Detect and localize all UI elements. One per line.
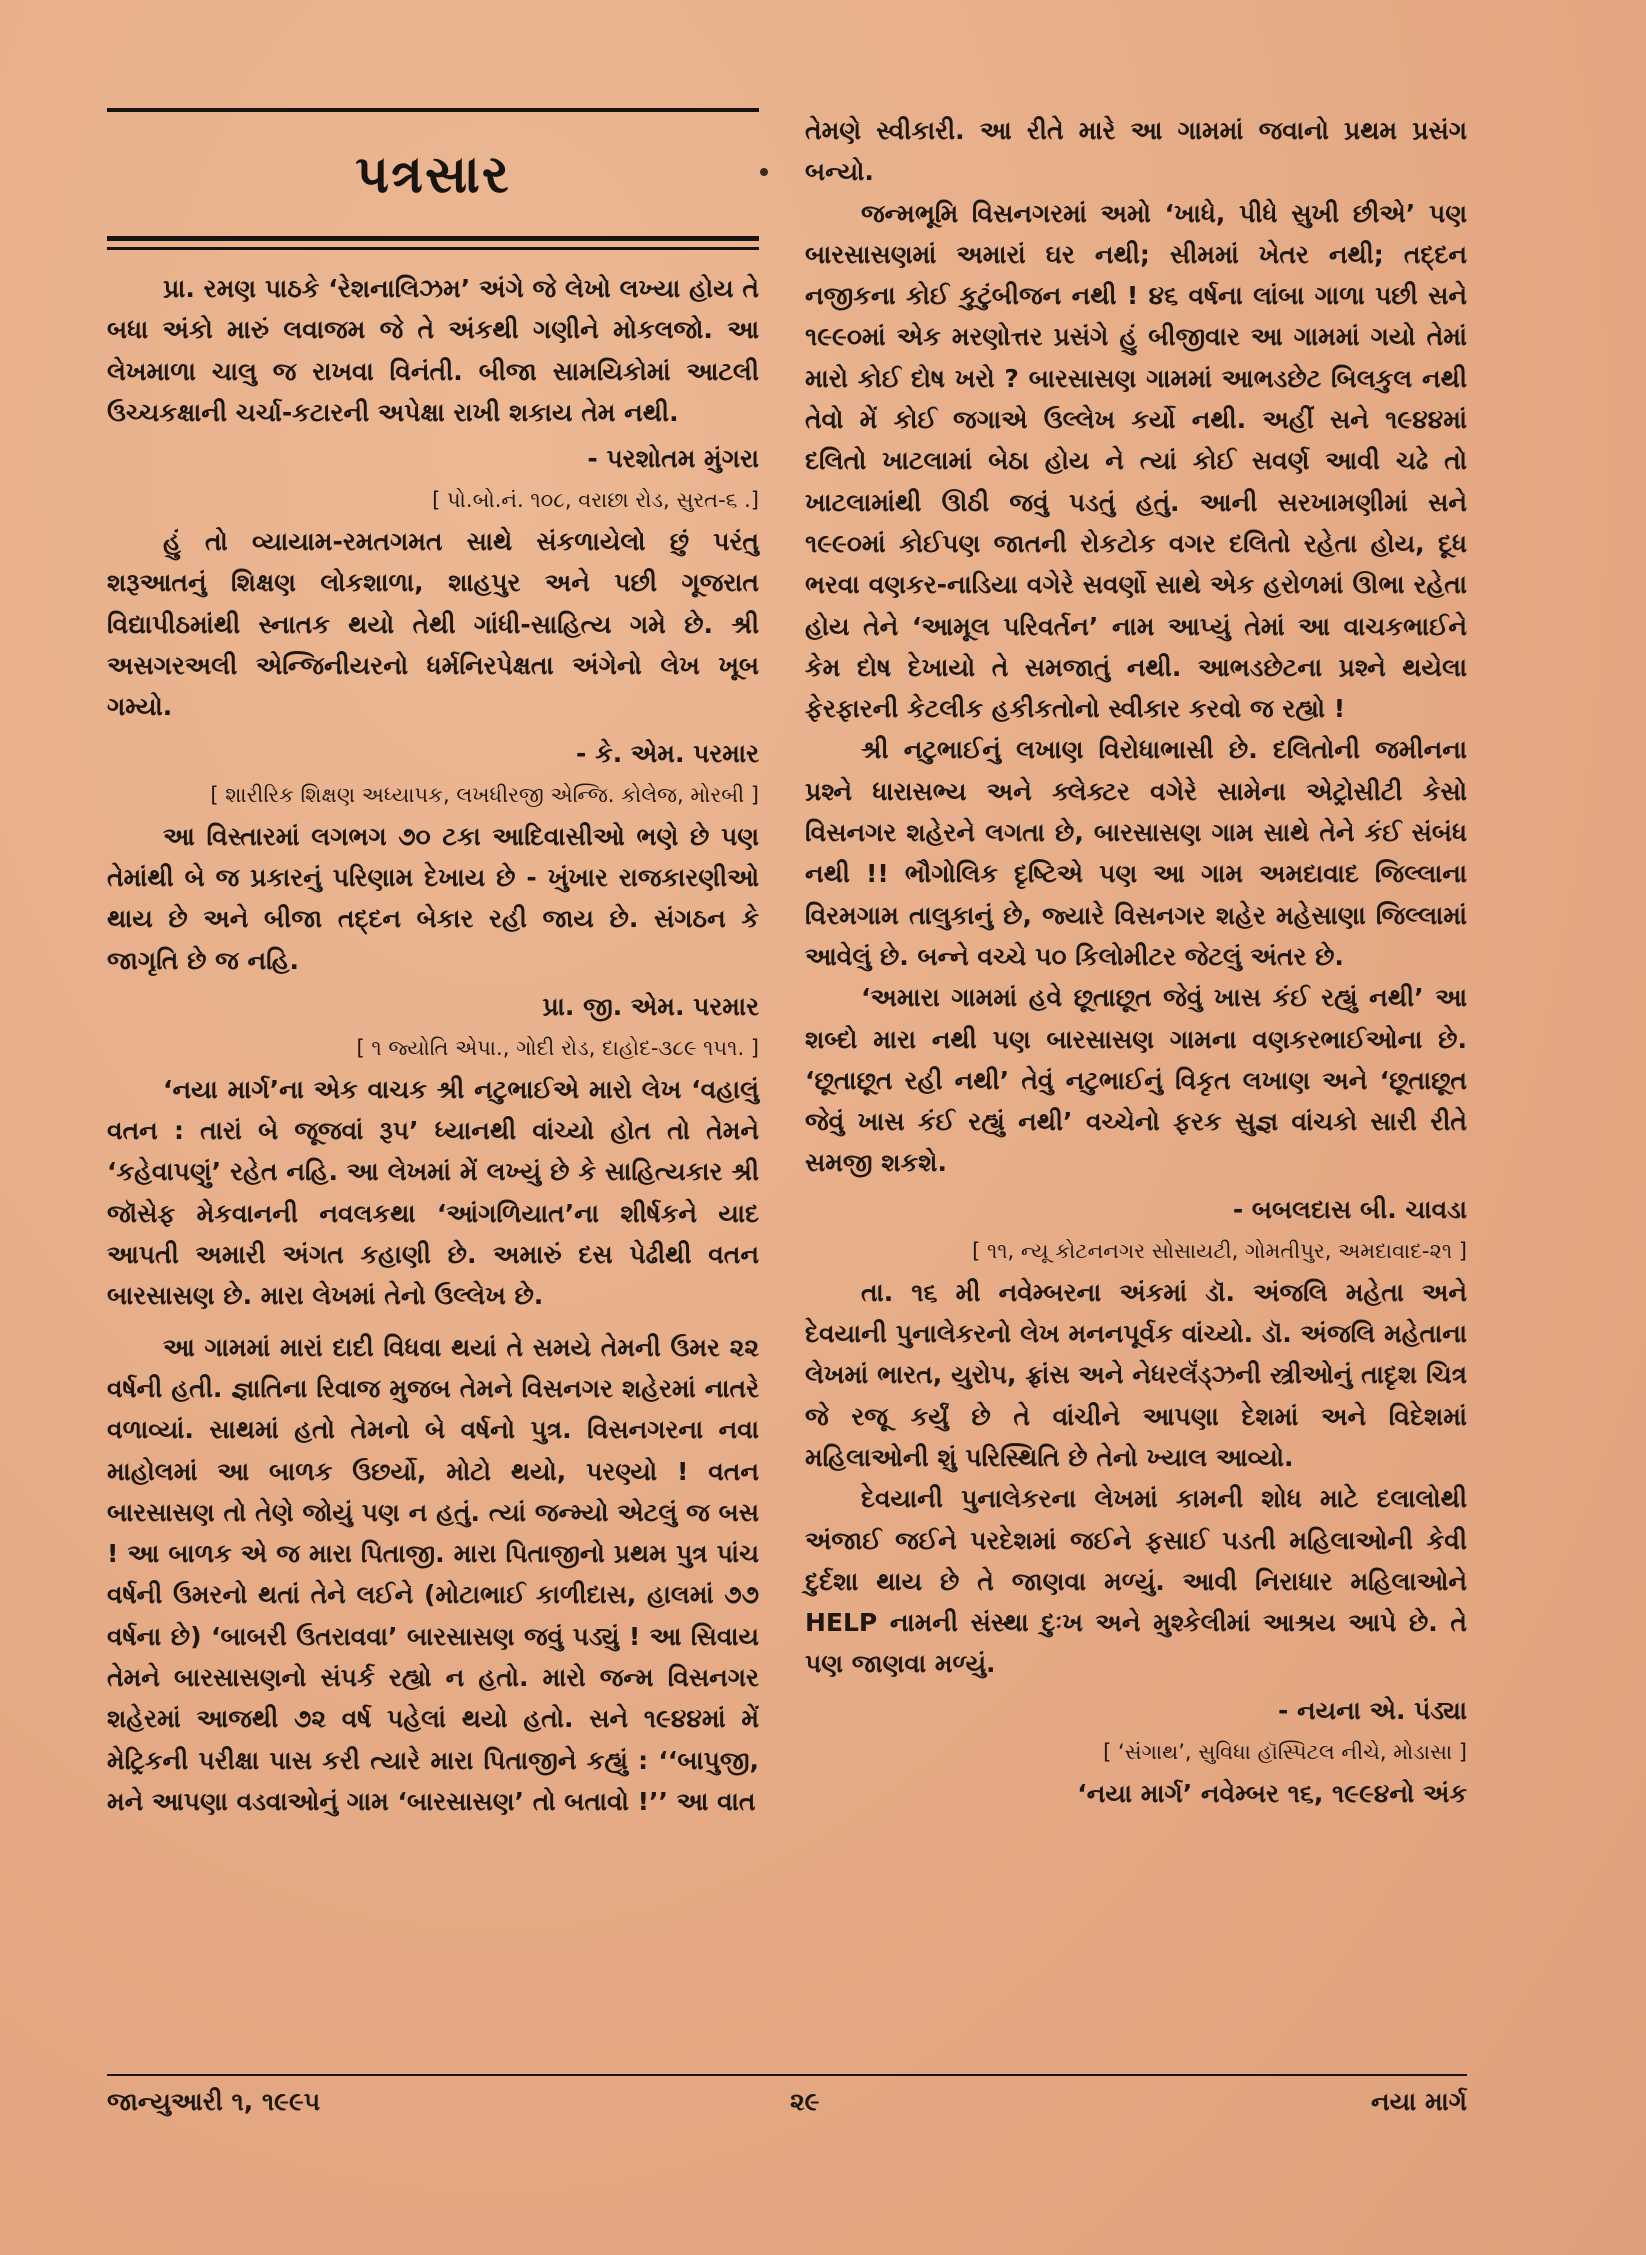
- letter-4-start: [107, 1069, 759, 1822]
- letter-4-paragraph-1: ‘નયા માર્ગ’ના એક વાચક શ્રી નટુભાઈએ મારો લેખ ‘વહાલું વતન : તારાં બે જૂજવાં રૂપ’ ધ્યાનથી વાંચ્યો હોત તો તેમને ‘કહેવાપણું’ રહેત નહિ. આ લેખમાં મેં લખ્યું છે કે સાહિત્યકાર શ્રી જૉસેફ મેકવાનની નવલકથા ‘આંગળિયાત’ના શીર્ષકને યાદ આપતી અમારી અંગત કહાણી છે. અમારું દસ પેઢીથી વતન બારસાસણ છે. મારા લેખમાં તેનો ઉલ્લેખ છે.: [107, 1074, 759, 1311]
- right-column: [805, 110, 1467, 1814]
- left-column: [107, 268, 759, 1822]
- letter-5-note: ‘નયા માર્ગ’ નવેમ્બર ૧૬, ૧૯૯૪નો અંક: [1077, 1778, 1467, 1808]
- letter-1-author: - પરશોતમ મુંગરા: [587, 444, 759, 474]
- letter-5-paragraph-2: દેવયાની પુનાલેકરના લેખમાં કામની શોધ માટે દલાલોથી અંજાઈ જઈને પરદેશમાં જઈને ફસાઈ પડતી મહિલાઓની કેવી દુર્દશા થાય છે તે જાણવા મળ્યું. આવી નિરાધાર મહિલાઓને HELP નામની સંસ્થા દુઃખ અને મુશ્કેલીમાં આશ્રય આપે છે. તે પણ જાણવા મળ્યું.: [805, 1484, 1467, 1679]
- letter-1: [107, 268, 759, 519]
- letter-3-paragraph: આ વિસ્તારમાં લગભગ ૭૦ ટકા આદિવાસીઓ ભણે છે પણ તેમાંથી બે જ પ્રકારનું પરિણામ દેખાય છે - ખુંખાર રાજકારણીઓ થાય છે અને બીજા તદ્દન બેકાર રહી જાય છે. સંગઠન કે જાગૃતિ છે જ નહિ.: [107, 821, 759, 975]
- heading-top-rule: [107, 108, 759, 112]
- letter-4-continuation: તેમણે સ્વીકારી. આ રીતે મારે આ ગામમાં જવાનો પ્રથમ પ્રસંગ બન્યો.: [805, 116, 1467, 187]
- letter-4-paragraph-3: જન્મભૂમિ વિસનગરમાં અમો ‘ખાધે, પીધે સુખી છીએ’ પણ બારસાસણમાં અમારાં ઘર નથી; સીમમાં ખેતર નથી; તદ્દન નજીકના કોઈ કુટુંબીજન નથી ! ૪૬ વર્ષના લાંબા ગાળા પછી સને ૧૯૯૦માં એક મરણોત્તર પ્રસંગે હું બીજીવાર આ ગામમાં ગયો તેમાં મારો કોઈ દોષ ખરો ? બારસાસણ ગામમાં આભડછેટ બિલકુલ નથી તેવો મેં કોઈ જગાએ ઉલ્લેખ કર્યો નથી. અહીં સને ૧૯૪૪માં દલિતો ખાટલામાં બેઠા હોય ને ત્યાં કોઈ સવર્ણ આવી ચઢે તો ખાટલામાંથી ઊઠી જવું પડતું હતું. આની સરખામણીમાં સને ૧૯૯૦માં કોઈપણ જાતની રોકટોક વગર દલિતો રહેતા હોય, દૂધ ભરવા વણકર-નાડિયા વગેરે સવર્ણો સાથે એક હરોળમાં ઊભા રહેતા હોય તેને ‘આમૂલ પરિવર્તન’ નામ આપ્યું તેમાં આ વાચકભાઈને કેમ દોષ દેખાયો તે સમજાતું નથી. આભડછેટના પ્રશ્ને થયેલા ફેરફારની કેટલીક હકીકતોનો સ્વીકાર કરવો જ રહ્યો !: [805, 198, 1467, 724]
- letter-5-paragraph-1: તા. ૧૬ મી નવેમ્બરના અંકમાં ડૉ. અંજલિ મહેતા અને દેવયાની પુનાલેકરનો લેખ મનનપૂર્વક વાંચ્યો. ડૉ. અંજલિ મહેતાના લેખમાં ભારત, યુરોપ, ફ્રાંસ અને નેધરલૅંડ્ઝની સ્ત્રીઓનું તાદૃશ ચિત્ર જે રજૂ કર્યું છે તે વાંચીને આપણા દેશમાં અને વિદેશમાં મહિલાઓની શું પરિસ્થિતિ છે તેનો ખ્યાલ આવ્યો.: [805, 1277, 1467, 1472]
- heading-rule-thick: [107, 236, 759, 241]
- letter-4-paragraph-2: આ ગામમાં મારાં દાદી વિધવા થયાં તે સમયે તેમની ઉમર ૨૨ વર્ષની હતી. જ્ઞાતિના રિવાજ મુજબ તેમને વિસનગર શહેરમાં નાતરે વળાવ્યાં. સાથમાં હતો તેમનો બે વર્ષનો પુત્ર. વિસનગરના નવા માહોલમાં આ બાળક ઉછર્યો, મોટો થયો, પરણ્યો ! વતન બારસાસણ તો તેણે જોયું પણ ન હતું. ત્યાં જન્મ્યો એટલું જ બસ ! આ બાળક એ જ મારા પિતાજી. મારા પિતાજીનો પ્રથમ પુત્ર પાંચ વર્ષની ઉમરનો થતાં તેને લઈને (મોટાભાઈ કાળીદાસ, હાલમાં ૭૭ વર્ષના છે) ‘બાબરી ઉતરાવવા’ બારસાસણ જવું પડ્યું ! આ સિવાય તેમને બારસાસણનો સંપર્ક રહ્યો ન હતો. મારો જન્મ વિસનગર શહેરમાં આજથી ૭૨ વર્ષ પહેલાં થયો હતો. સને ૧૯૪૪માં મેં મેટ્રિકની પરીક્ષા પાસ કરી ત્યારે મારા પિતાજીને કહ્યું : ‘‘બાપુજી, મને આપણા વડવાઓનું ગામ ‘બારસાસણ’ તો બતાવો !’’ આ વાત: [107, 1332, 759, 1816]
- letter-3: [107, 816, 759, 1067]
- ink-dot: [760, 168, 768, 176]
- letter-2-address: [ શારીરિક શિક્ષણ અધ્યાપક, લખધીરજી એન્જિ. કોલેજ, મોરબી ]: [210, 782, 759, 807]
- letter-4-author: - બબલદાસ બી. ચાવડા: [1232, 1194, 1467, 1224]
- letter-2-author: - કે. એમ. પરમાર: [575, 738, 759, 768]
- footer-rule: [107, 2074, 1467, 2076]
- letter-1-paragraph: પ્રા. રમણ પાઠકે ‘રેશનાલિઝમ’ અંગે જે લેખો લખ્યા હોય તે બધા અંકો મારું લવાજમ જે તે અંકથી ગણીને મોકલજો. આ લેખમાળા ચાલુ જ રાખવા વિનંતી. બીજા સામયિકોમાં આટલી ઉચ્ચકક્ષાની ચર્ચા-કટારની અપેક્ષા રાખી શકાય તેમ નથી.: [107, 274, 759, 427]
- letter-5-address: [ ‘સંગાથ’, સુવિધા હૉસ્પિટલ નીચે, મોડાસા ]: [1103, 1739, 1467, 1764]
- heading-rule-thin: [107, 247, 759, 250]
- magazine-name: નયા માર્ગ: [1371, 2087, 1467, 2116]
- letter-4-paragraph-4: શ્રી નટુભાઈનું લખાણ વિરોધાભાસી છે. દલિતોની જમીનના પ્રશ્ને ધારાસભ્ય અને ક્લેક્ટર વગેરે સામેના એટ્રોસીટી કેસો વિસનગર શહેરને લગતા છે, બારસાસણ ગામ સાથે તેને કંઈ સંબંધ નથી !! ભૌગોલિક દૃષ્ટિએ પણ આ ગામ અમદાવાદ જિલ્લાના વિરમગામ તાલુકાનું છે, જ્યારે વિસનગર શહેર મહેસાણા જિલ્લામાં આવેલું છે. બન્ને વચ્ચે ૫૦ કિલોમીટર જેટલું અંતર છે.: [805, 735, 1467, 971]
- letter-3-author: પ્રા. જી. એમ. પરમાર: [542, 991, 759, 1021]
- letter-2: [107, 521, 759, 813]
- letter-2-paragraph: હું તો વ્યાયામ-રમતગમત સાથે સંકળાયેલો છું પરંતુ શરૂઆતનું શિક્ષણ લોકશાળા, શાહપુર અને પછી ગૂજરાત વિદ્યાપીઠમાંથી સ્નાતક થયો તેથી ગાંધી-સાહિત્ય ગમે છે. શ્રી અસગરઅલી એન્જિનીયરનો ધર્મનિરપેક્ષતા અંગેનો લેખ ખૂબ ગમ્યો.: [107, 527, 759, 722]
- letter-4-paragraph-5: ‘અમારા ગામમાં હવે છૂતાછૂત જેવું ખાસ કંઈ રહ્યું નથી’ આ શબ્દો મારા નથી પણ બારસાસણ ગામના વણકરભાઈઓના છે. ‘છૂતાછૂત રહી નથી’ તેવું નટુભાઈનું વિકૃત લખાણ અને ‘છૂતાછૂત જેવું ખાસ કંઈ રહ્યું નથી’ વચ્ચેનો ફરક સુજ્ઞ વાંચકો સારી રીતે સમજી શકશે.: [805, 983, 1467, 1178]
- page-number: ૨૯: [790, 2087, 820, 2116]
- section-title: પત્રસાર: [355, 145, 511, 205]
- letter-1-address: [ પો.બો.નં. ૧૦૮, વરાછા રોડ, સુરત-૬ .]: [432, 488, 759, 513]
- footer-date: જાન્યુઆરી ૧, ૧૯૯૫: [107, 2087, 321, 2116]
- letter-3-address: [ ૧ જ્યોતિ એપા., ગોદી રોડ, દાહોદ-૩૮૯ ૧૫૧. ]: [356, 1035, 759, 1060]
- letter-5-author: - નયના એ. પંડ્યા: [1277, 1695, 1467, 1725]
- letter-4-address: [ ૧૧, ન્યૂ કોટનનગર સોસાયટી, ગોમતીપુર, અમદાવાદ-૨૧ ]: [972, 1238, 1467, 1263]
